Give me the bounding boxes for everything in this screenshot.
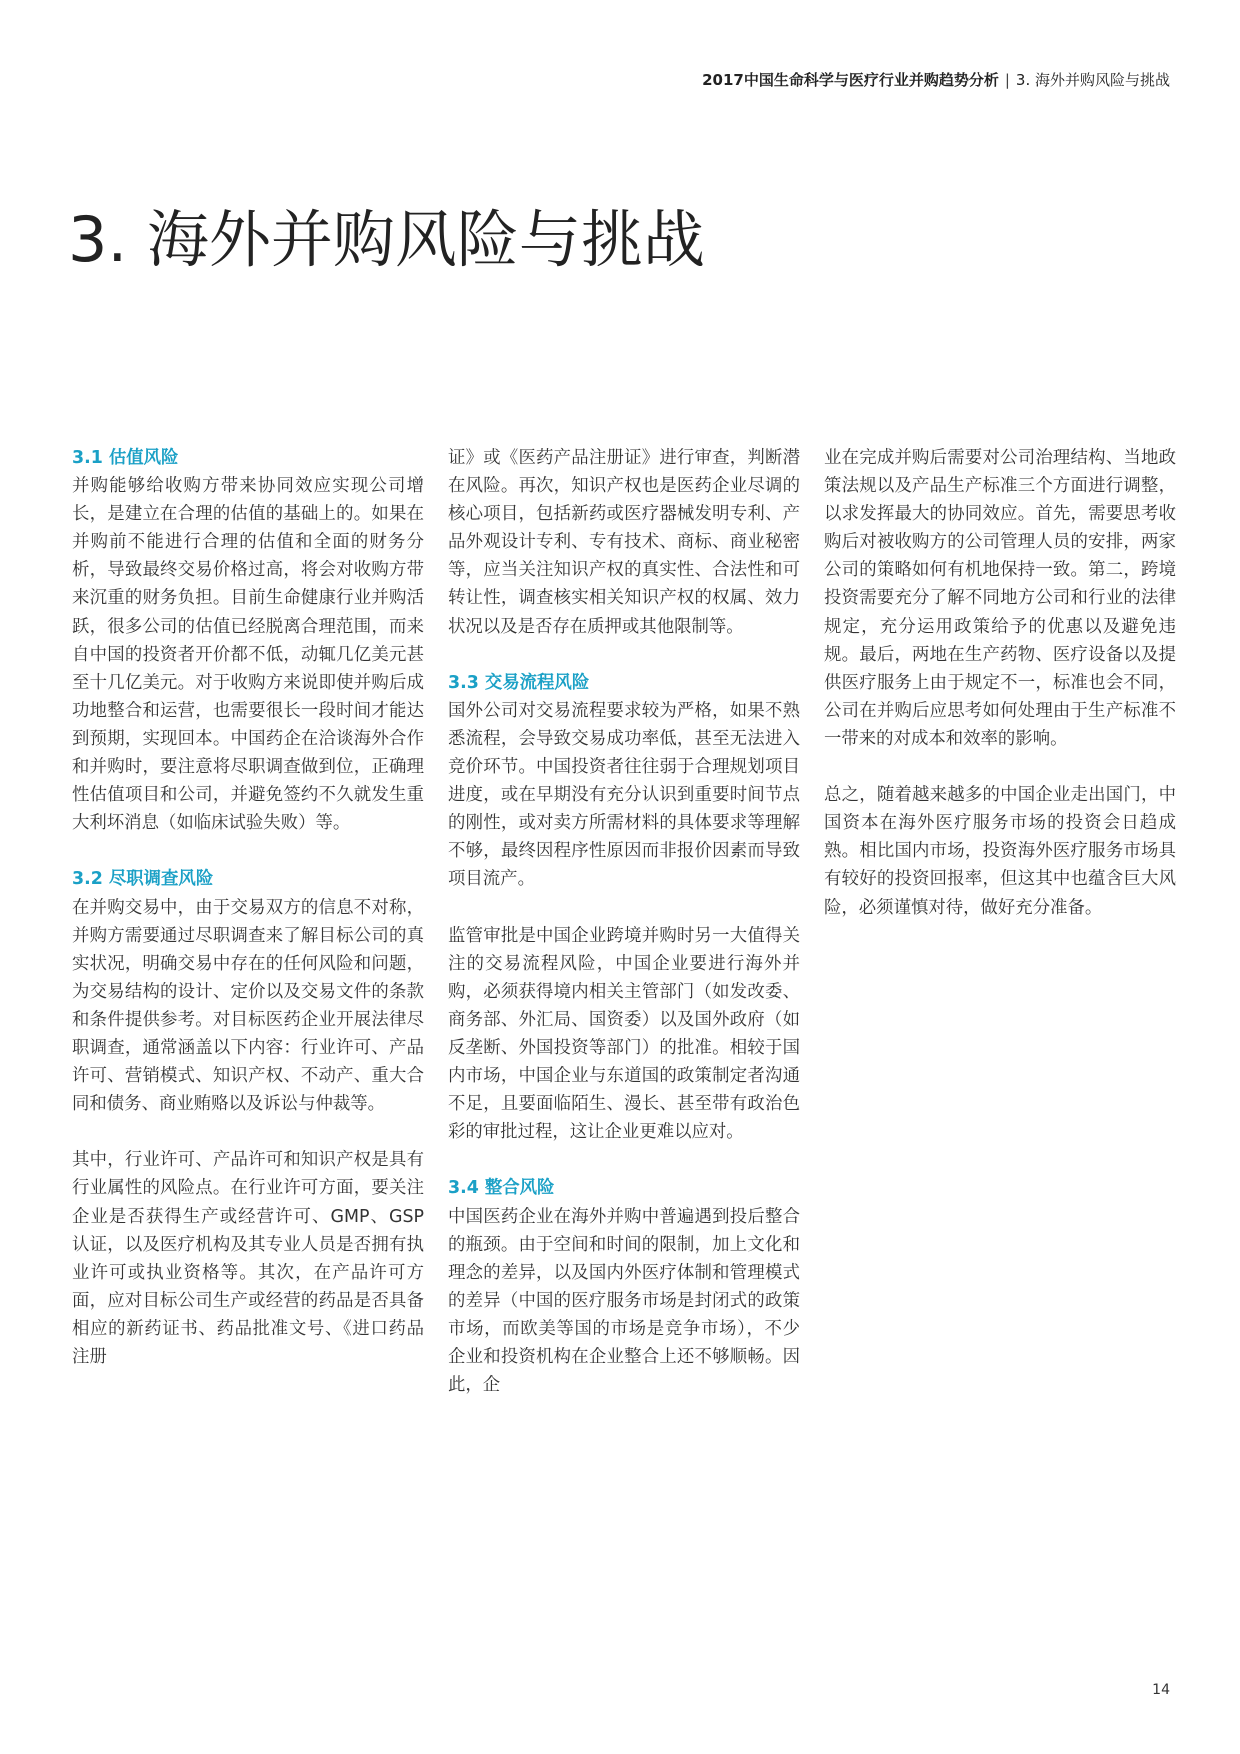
page-number: 14 (1152, 1682, 1170, 1698)
running-header (702, 70, 1170, 90)
section-3-2-heading: 3.2 尽职调查风险 (72, 869, 214, 890)
conclusion-paragraph: 总之，随着越来越多的中国企业走出国门，中国资本在海外医疗服务市场的投资会日趋成熟。相比国内市场，投资海外医疗服务市场具有较好的投资回报率，但这其中也蕴含巨大风险，必须谨慎对待，做好充分准备。 (824, 785, 1176, 918)
section-3-4-paragraph: 中国医药企业在海外并购中普遍遇到投后整合的瓶颈。由于空间和时间的限制，加上文化和理念的差异，以及国内外医疗体制和管理模式的差异（中国的医疗服务市场是封闭式的政策市场，而欧美等国的市场是竞争市场），不少企业和投资机构在企业整合上还不够顺畅。因此，企 (448, 1206, 800, 1396)
header-section: 3. 海外并购风险与挑战 (1015, 71, 1170, 89)
section-3-2-paragraph-1: 在并购交易中，由于交易双方的信息不对称，并购方需要通过尽职调查来了解目标公司的真实状况，明确交易中存在的任何风险和问题，为交易结构的设计、定价以及交易文件的条款和条件提供参考。对目标医药企业开展法律尽职调查，通常涵盖以下内容：行业许可、产品许可、营销模式、知识产权、不动产、重大合同和债务、商业贿赂以及诉讼与仲裁等。 (72, 897, 424, 1115)
section-3-3-heading: 3.3 交易流程风险 (448, 672, 590, 693)
text-column-3 (824, 444, 1176, 922)
section-3-4-heading: 3.4 整合风险 (448, 1178, 555, 1199)
section-3-4-paragraph-continued: 业在完成并购后需要对公司治理结构、当地政策法规以及产品生产标准三个方面进行调整，以求发挥最大的协同效应。首先，需要思考收购后对被收购方的公司管理人员的安排，两家公司的策略如何有机地保持一致。第二，跨境投资需要充分了解不同地方公司和行业的法律规定，充分运用政策给予的优惠以及避免违规。最后，两地在生产药物、医疗设备以及提供医疗服务上由于规定不一，标准也会不同，公司在并购后应思考如何处理由于生产标准不一带来的对成本和效率的影响。 (824, 448, 1176, 749)
section-3-1-heading: 3.1 估值风险 (72, 448, 179, 468)
chapter-title: 3. 海外并购风险与挑战 (68, 203, 705, 276)
header-separator: | (1004, 71, 1010, 89)
text-column-2 (448, 444, 800, 1399)
section-3-1-paragraph: 并购能够给收购方带来协同效应实现公司增长，是建立在合理的估值的基础上的。如果在并购前不能进行合理的估值和全面的财务分析，导致最终交易价格过高，将会对收购方带来沉重的财务负担。目前生命健康行业并购活跃，很多公司的估值已经脱离合理范围，而来自中国的投资者开价都不低，动辄几亿美元甚至十几亿美元。对于收购方来说即使并购后成功地整合和运营，也需要很长一段时间才能达到预期，实现回本。中国药企在洽谈海外合作和并购时，要注意将尽职调查做到位，正确理性估值项目和公司，并避免签约不久就发生重大利坏消息（如临床试验失败）等。 (72, 476, 424, 834)
section-3-2-paragraph-2: 其中，行业许可、产品许可和知识产权是具有行业属性的风险点。在行业许可方面，要关注企业是否获得生产或经营许可、GMP、GSP认证，以及医疗机构及其专业人员是否拥有执业许可或执业资格等。其次，在产品许可方面，应对目标公司生产或经营的药品是否具备相应的新药证书、药品批准文号、《进口药品注册 (72, 1150, 424, 1367)
text-column-1 (72, 444, 424, 1371)
report-title: 2017中国生命科学与医疗行业并购趋势分析 (702, 71, 999, 89)
section-3-3-paragraph-2: 监管审批是中国企业跨境并购时另一大值得关注的交易流程风险，中国企业要进行海外并购，必须获得境内相关主管部门（如发改委、商务部、外汇局、国资委）以及国外政府（如反垄断、外国投资等部门）的批准。相较于国内市场，中国企业与东道国的政策制定者沟通不足，且要面临陌生、漫长、甚至带有政治色彩的审批过程，这让企业更难以应对。 (448, 925, 800, 1143)
section-3-2-paragraph-2-continued: 证》或《医药产品注册证》进行审查，判断潜在风险。再次，知识产权也是医药企业尽调的核心项目，包括新药或医疗器械发明专利、产品外观设计专利、专有技术、商标、商业秘密等，应当关注知识产权的真实性、合法性和可转让性，调查核实相关知识产权的权属、效力状况以及是否存在质押或其他限制等。 (448, 448, 800, 637)
section-3-3-paragraph-1: 国外公司对交易流程要求较为严格，如果不熟悉流程，会导致交易成功率低，甚至无法进入竞价环节。中国投资者往往弱于合理规划项目进度，或在早期没有充分认识到重要时间节点的刚性，或对卖方所需材料的具体要求等理解不够，最终因程序性原因而非报价因素而导致项目流产。 (448, 700, 800, 890)
